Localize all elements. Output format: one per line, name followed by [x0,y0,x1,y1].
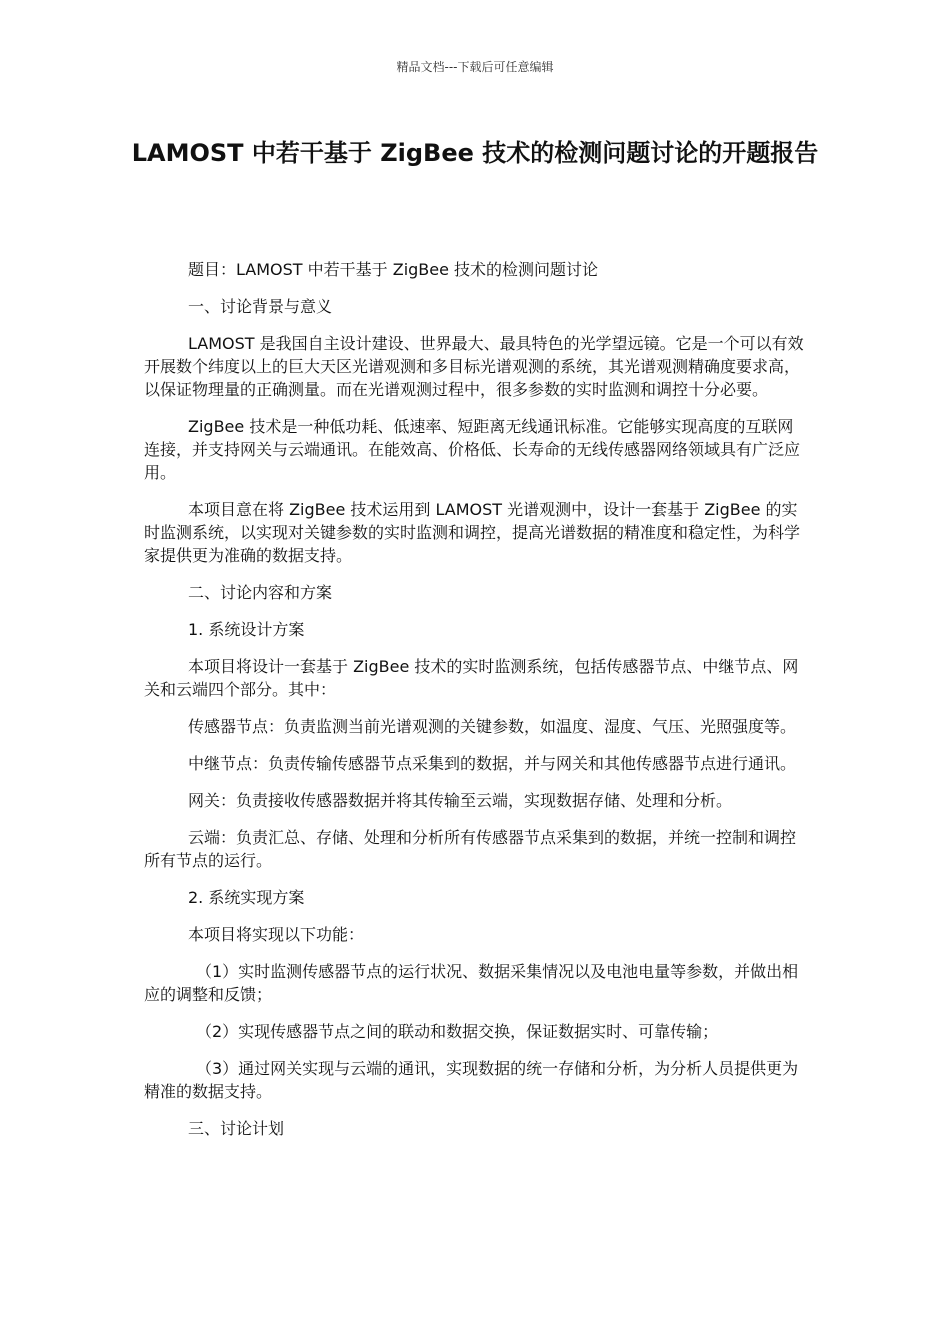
section-heading-content: 二、讨论内容和方案 [188,583,333,602]
paragraph-gateway: 网关：负责接收传感器数据并将其传输至云端，实现数据存储、处理和分析。 [188,791,733,810]
paragraph-relay-node: 中继节点：负责传输传感器节点采集到的数据，并与网关和其他传感器节点进行通讯。 [188,754,797,773]
paragraph-cloud: 云端：负责汇总、存储、处理和分析所有传感器节点采集到的数据，并统一控制和调控所有节点的运行。 [144,828,797,870]
subsection-heading-design: 1. 系统设计方案 [188,620,305,639]
paragraph-system-overview: 本项目将设计一套基于 ZigBee 技术的实时监测系统，包括传感器节点、中继节点、网关和云端四个部分。其中： [144,657,799,699]
list-item-function-2: （2）实现传感器节点之间的联动和数据交换，保证数据实时、可靠传输； [196,1022,719,1041]
section-heading-background: 一、讨论背景与意义 [188,297,333,316]
page-header-note: 精品文档---下载后可任意编辑 [396,60,554,74]
paragraph-sensor-node: 传感器节点：负责监测当前光谱观测的关键参数，如温度、湿度、气压、光照强度等。 [188,717,797,736]
paragraph-lamost-intro: LAMOST 是我国自主设计建设、世界最大、最具特色的光学望远镜。它是一个可以有效开展数个纬度以上的巨大天区光谱观测和多目标光谱观测的系统，其光谱观测精确度要求高，以保证物理量的正确测量。而在光谱观测过程中，很多参数的实时监测和调控十分必要。 [144,334,804,399]
section-heading-plan: 三、讨论计划 [188,1119,285,1138]
topic-line: 题目：LAMOST 中若干基于 ZigBee 技术的检测问题讨论 [188,260,599,279]
list-item-function-1: （1）实时监测传感器节点的运行状况、数据采集情况以及电池电量等参数，并做出相应的调整和反馈； [144,962,799,1004]
paragraph-zigbee-intro: ZigBee 技术是一种低功耗、低速率、短距离无线通讯标准。它能够实现高度的互联网连接，并支持网关与云端通讯。在能效高、价格低、长寿命的无线传感器网络领域具有广泛应用。 [144,417,801,482]
document-title: LAMOST 中若干基于 ZigBee 技术的检测问题讨论的开题报告 [131,139,819,167]
document-body [144,258,808,1154]
paragraph-functions-intro: 本项目将实现以下功能： [188,925,365,944]
subsection-heading-implementation: 2. 系统实现方案 [188,888,305,907]
paragraph-project-goal: 本项目意在将 ZigBee 技术运用到 LAMOST 光谱观测中，设计一套基于 ZigBee 的实时监测系统，以实现对关键参数的实时监测和调控，提高光谱数据的精准度和稳定性，为科学家提供更为准确的数据支持。 [144,500,801,565]
list-item-function-3: （3）通过网关实现与云端的通讯，实现数据的统一存储和分析，为分析人员提供更为精准的数据支持。 [144,1059,799,1101]
